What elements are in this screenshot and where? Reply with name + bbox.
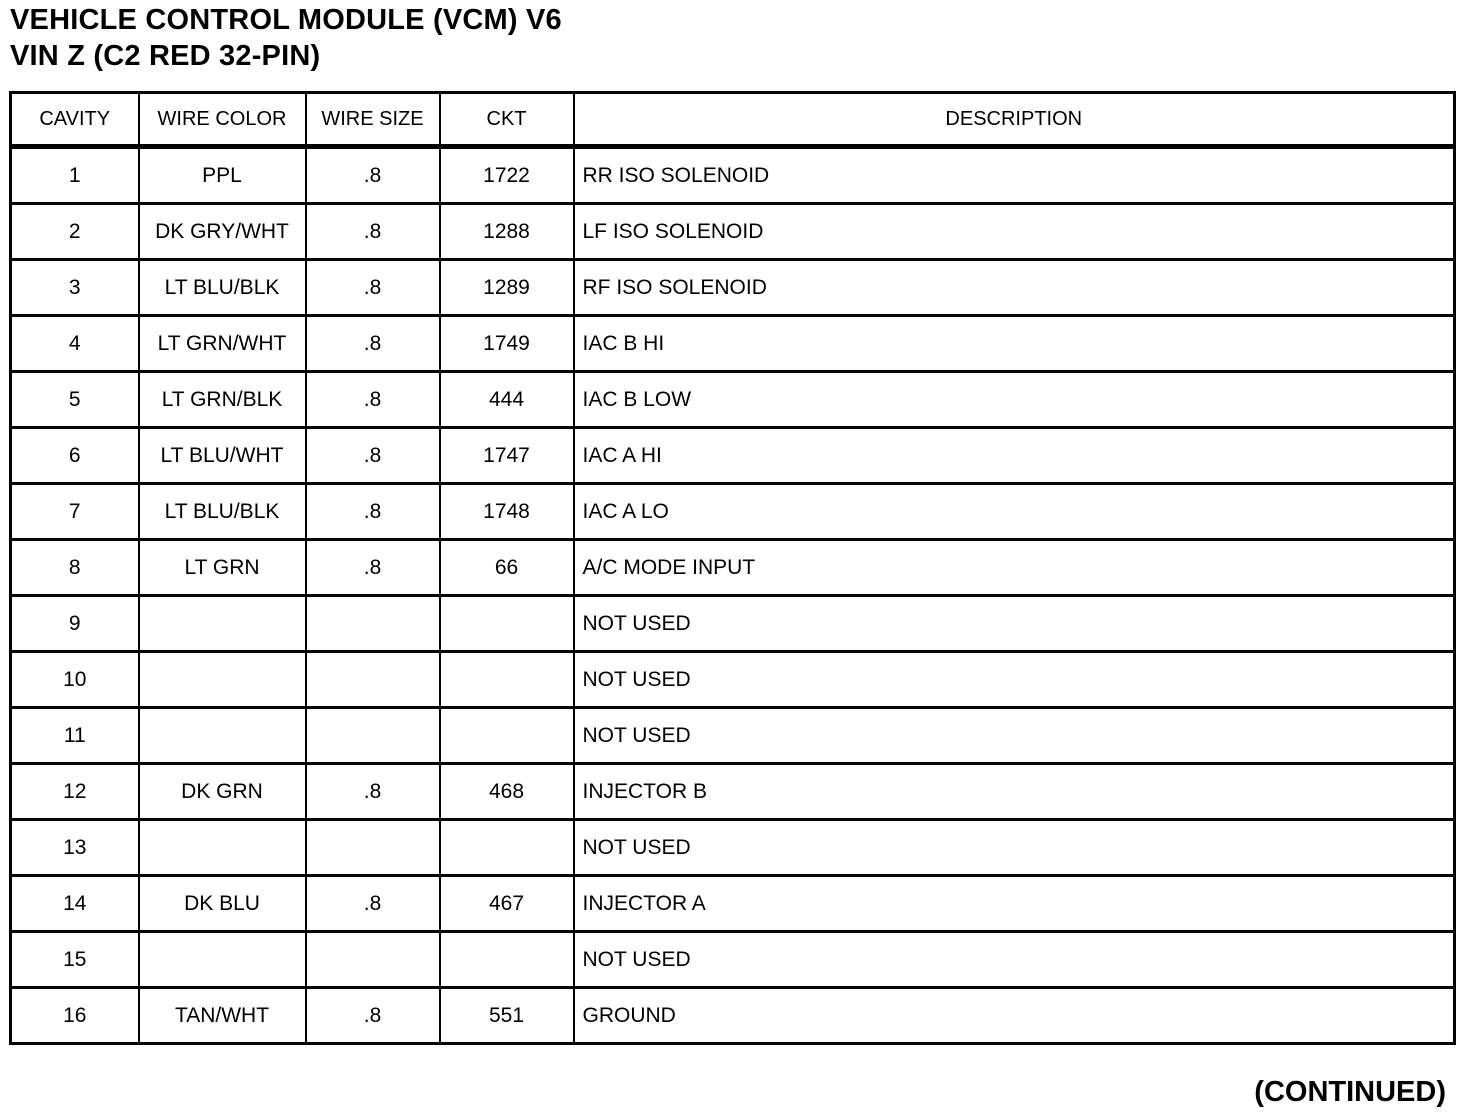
cell-cavity: 6 xyxy=(11,428,139,484)
cell-ckt xyxy=(440,932,574,988)
cell-cavity: 7 xyxy=(11,484,139,540)
cell-ckt: 66 xyxy=(440,540,574,596)
cell-ckt: 1747 xyxy=(440,428,574,484)
cell-ckt: 1289 xyxy=(440,260,574,316)
header-ckt: CKT xyxy=(440,93,574,147)
connector-pinout-table xyxy=(9,91,1456,1045)
table-row xyxy=(11,652,1455,708)
cell-wire-size xyxy=(306,652,440,708)
table-row xyxy=(11,932,1455,988)
cell-wire-size xyxy=(306,708,440,764)
cell-ckt: 1749 xyxy=(440,316,574,372)
cell-wire-size: .8 xyxy=(306,988,440,1044)
cell-ckt: 1748 xyxy=(440,484,574,540)
cell-cavity: 9 xyxy=(11,596,139,652)
cell-ckt xyxy=(440,596,574,652)
cell-wire-size: .8 xyxy=(306,428,440,484)
cell-wire-color: DK GRN xyxy=(139,764,306,820)
cell-wire-color: DK GRY/WHT xyxy=(139,204,306,260)
cell-description: LF ISO SOLENOID xyxy=(574,204,1455,260)
cell-wire-color xyxy=(139,596,306,652)
table-body xyxy=(11,147,1455,1044)
table-row xyxy=(11,820,1455,876)
cell-description: RR ISO SOLENOID xyxy=(574,147,1455,204)
cell-cavity: 11 xyxy=(11,708,139,764)
cell-wire-color: LT GRN/WHT xyxy=(139,316,306,372)
cell-wire-size: .8 xyxy=(306,260,440,316)
cell-ckt: 467 xyxy=(440,876,574,932)
table-row xyxy=(11,988,1455,1044)
table-row xyxy=(11,596,1455,652)
title-line-2: VIN Z (C2 RED 32-PIN) xyxy=(10,40,321,72)
cell-wire-color: LT BLU/BLK xyxy=(139,260,306,316)
cell-wire-size: .8 xyxy=(306,372,440,428)
cell-cavity: 14 xyxy=(11,876,139,932)
document-title xyxy=(10,2,562,74)
cell-cavity: 5 xyxy=(11,372,139,428)
header-wire-size: WIRE SIZE xyxy=(306,93,440,147)
table-row xyxy=(11,764,1455,820)
cell-cavity: 2 xyxy=(11,204,139,260)
cell-description: NOT USED xyxy=(574,596,1455,652)
cell-cavity: 15 xyxy=(11,932,139,988)
table-header xyxy=(11,93,1455,147)
cell-wire-color: LT GRN/BLK xyxy=(139,372,306,428)
header-description: DESCRIPTION xyxy=(574,93,1455,147)
cell-description: GROUND xyxy=(574,988,1455,1044)
header-cavity: CAVITY xyxy=(11,93,139,147)
continued-label: (CONTINUED) xyxy=(1254,1076,1446,1108)
header-row xyxy=(11,93,1455,147)
table-row xyxy=(11,876,1455,932)
cell-ckt: 551 xyxy=(440,988,574,1044)
cell-description: A/C MODE INPUT xyxy=(574,540,1455,596)
cell-description: IAC B LOW xyxy=(574,372,1455,428)
cell-ckt: 468 xyxy=(440,764,574,820)
cell-cavity: 4 xyxy=(11,316,139,372)
cell-wire-color xyxy=(139,820,306,876)
cell-wire-size: .8 xyxy=(306,876,440,932)
cell-cavity: 16 xyxy=(11,988,139,1044)
cell-wire-color: LT BLU/BLK xyxy=(139,484,306,540)
cell-ckt: 444 xyxy=(440,372,574,428)
cell-description: IAC B HI xyxy=(574,316,1455,372)
cell-ckt xyxy=(440,652,574,708)
cell-description: INJECTOR A xyxy=(574,876,1455,932)
cell-wire-size: .8 xyxy=(306,204,440,260)
cell-wire-color: TAN/WHT xyxy=(139,988,306,1044)
table-row xyxy=(11,147,1455,204)
cell-description: NOT USED xyxy=(574,932,1455,988)
cell-wire-size: .8 xyxy=(306,764,440,820)
cell-cavity: 1 xyxy=(11,147,139,204)
cell-cavity: 13 xyxy=(11,820,139,876)
cell-wire-size xyxy=(306,820,440,876)
cell-ckt xyxy=(440,820,574,876)
cell-cavity: 10 xyxy=(11,652,139,708)
cell-wire-color: DK BLU xyxy=(139,876,306,932)
cell-ckt xyxy=(440,708,574,764)
table-row xyxy=(11,708,1455,764)
cell-wire-size: .8 xyxy=(306,316,440,372)
cell-description: IAC A HI xyxy=(574,428,1455,484)
table-row xyxy=(11,260,1455,316)
cell-ckt: 1288 xyxy=(440,204,574,260)
cell-wire-size: .8 xyxy=(306,147,440,204)
cell-wire-color xyxy=(139,708,306,764)
cell-cavity: 3 xyxy=(11,260,139,316)
cell-wire-size: .8 xyxy=(306,540,440,596)
cell-wire-color: LT BLU/WHT xyxy=(139,428,306,484)
cell-wire-color: LT GRN xyxy=(139,540,306,596)
cell-wire-color xyxy=(139,652,306,708)
table-row xyxy=(11,372,1455,428)
cell-description: INJECTOR B xyxy=(574,764,1455,820)
table-row xyxy=(11,204,1455,260)
cell-wire-size xyxy=(306,932,440,988)
cell-wire-size: .8 xyxy=(306,484,440,540)
cell-description: NOT USED xyxy=(574,820,1455,876)
cell-description: IAC A LO xyxy=(574,484,1455,540)
cell-ckt: 1722 xyxy=(440,147,574,204)
cell-cavity: 12 xyxy=(11,764,139,820)
title-line-1: VEHICLE CONTROL MODULE (VCM) V6 xyxy=(10,4,562,36)
cell-description: RF ISO SOLENOID xyxy=(574,260,1455,316)
table-row xyxy=(11,484,1455,540)
cell-wire-size xyxy=(306,596,440,652)
table-row xyxy=(11,316,1455,372)
cell-wire-color xyxy=(139,932,306,988)
cell-cavity: 8 xyxy=(11,540,139,596)
table-row xyxy=(11,540,1455,596)
header-wire-color: WIRE COLOR xyxy=(139,93,306,147)
table-row xyxy=(11,428,1455,484)
cell-wire-color: PPL xyxy=(139,147,306,204)
cell-description: NOT USED xyxy=(574,708,1455,764)
cell-description: NOT USED xyxy=(574,652,1455,708)
